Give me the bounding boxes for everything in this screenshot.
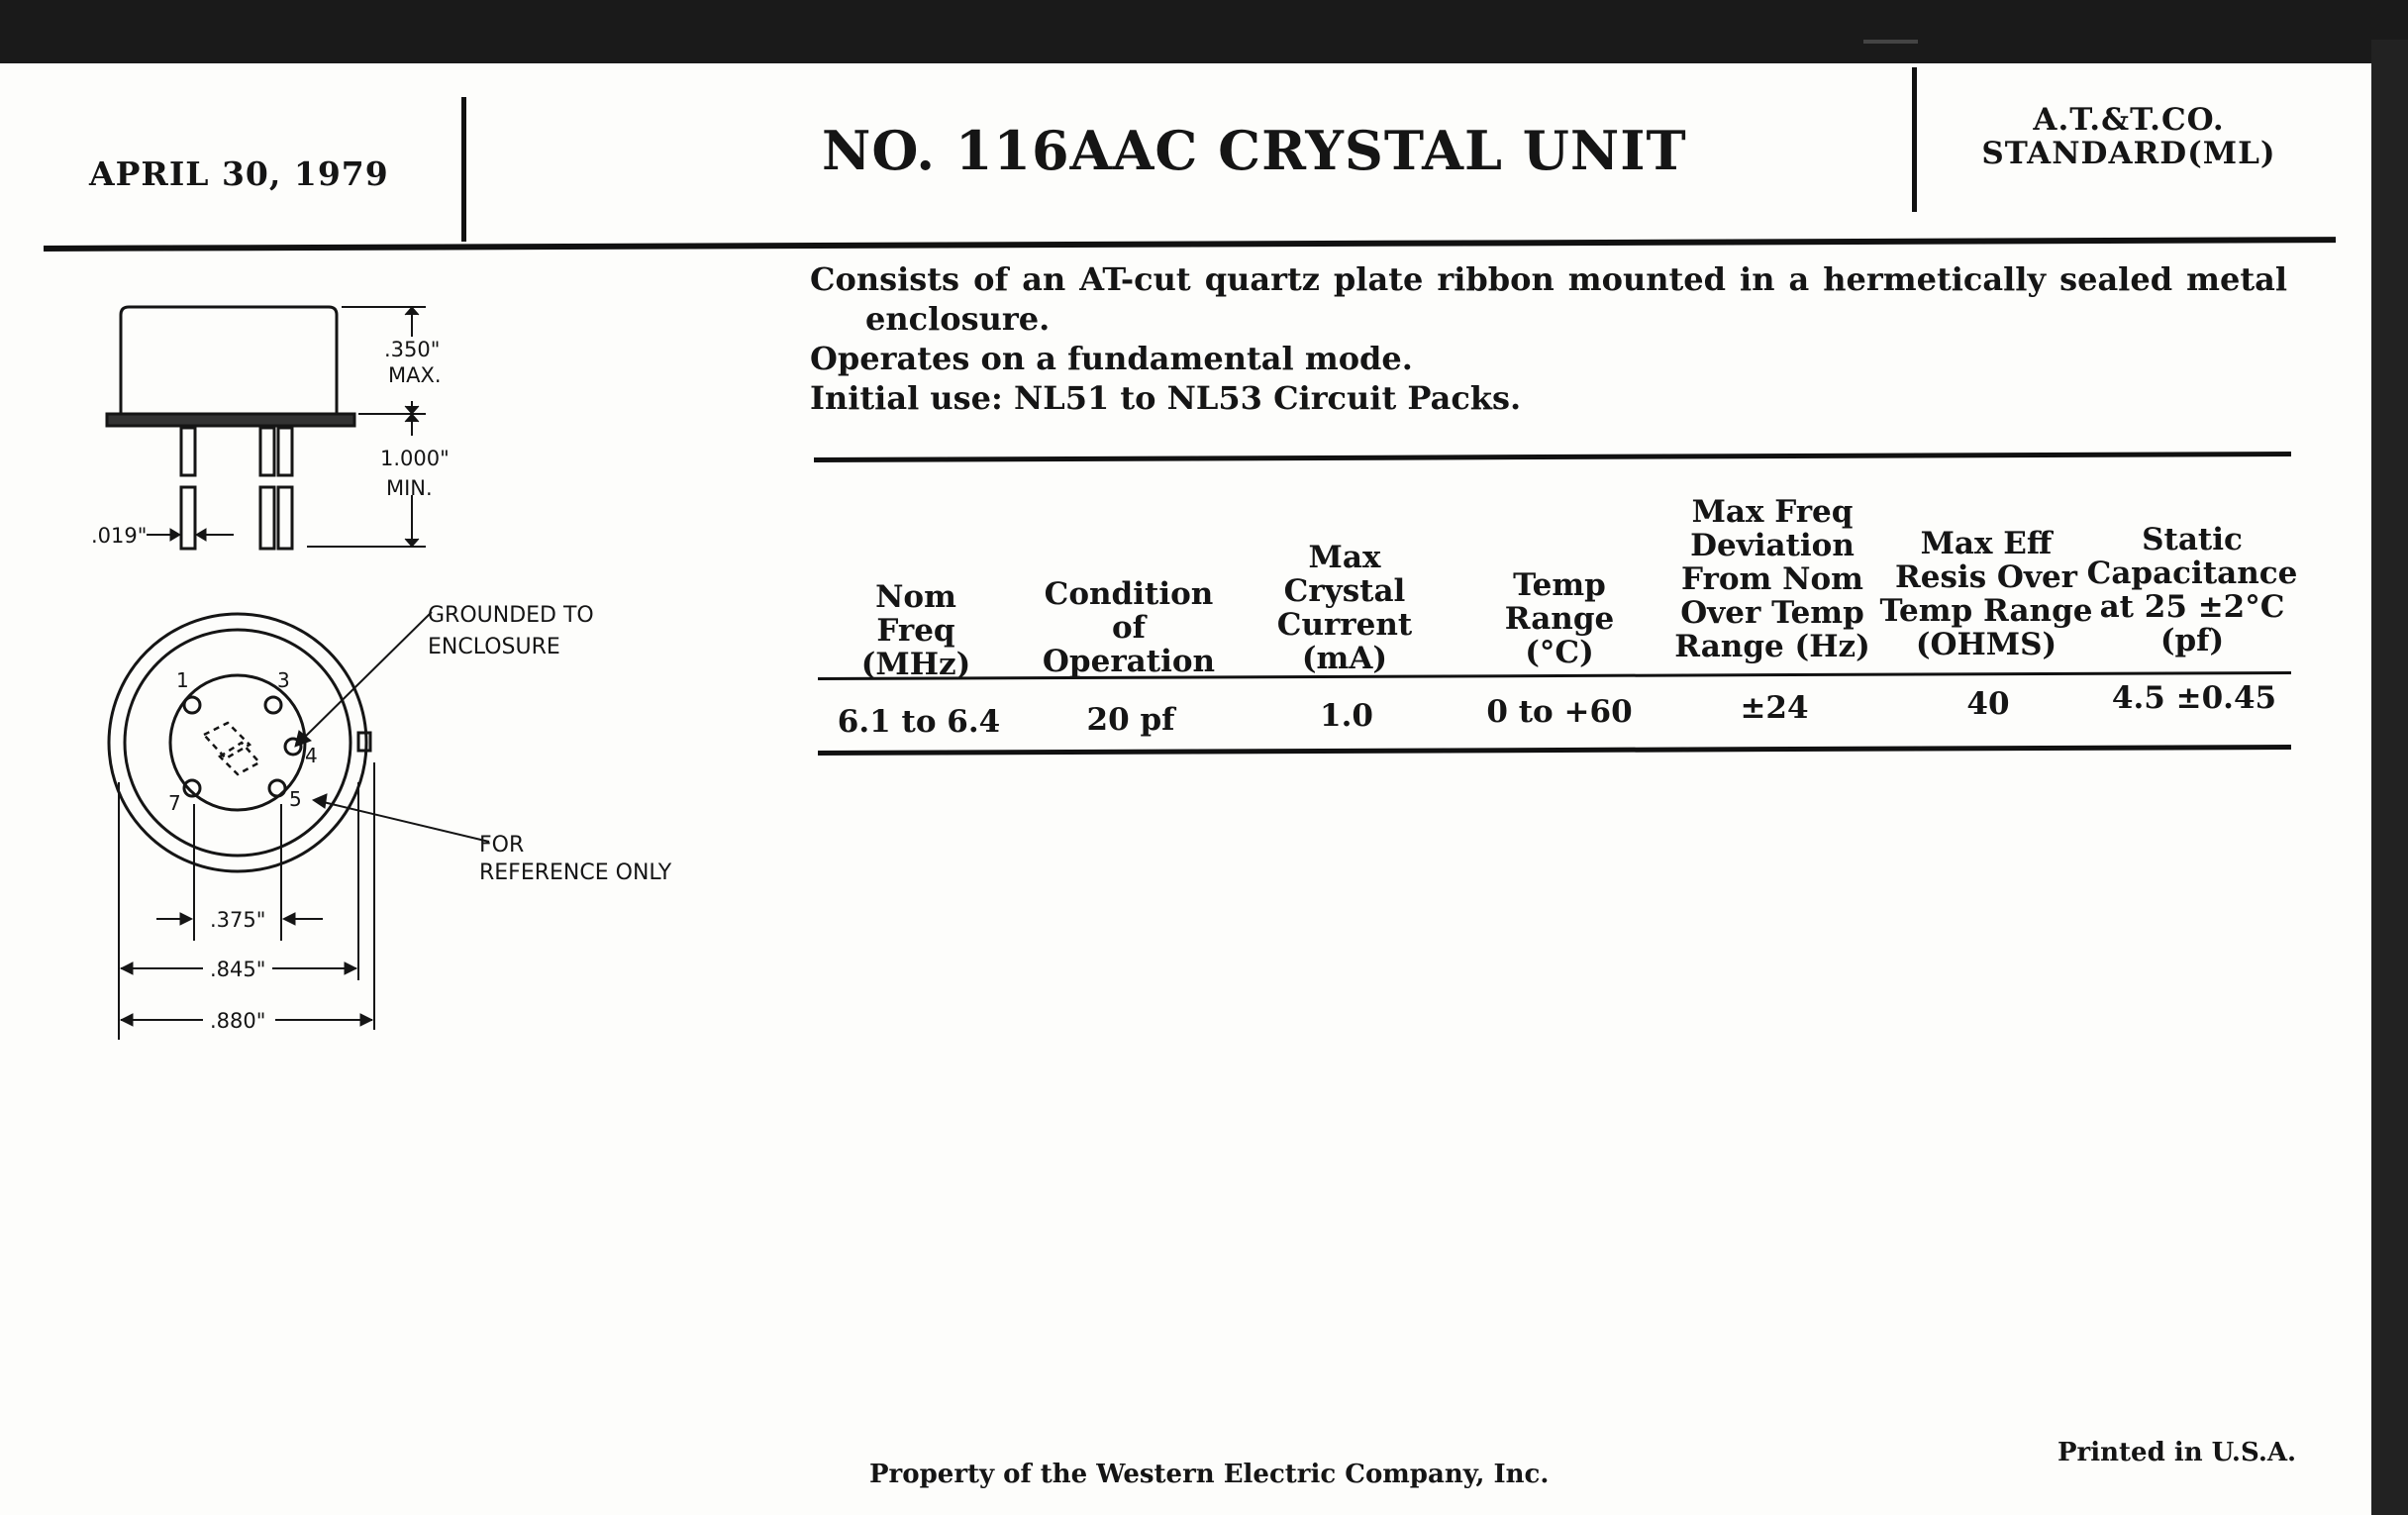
- standard-line-2: STANDARD(ML): [1981, 136, 2276, 171]
- pin-3-hole: [265, 697, 281, 713]
- column-header-static-capacitance: Static Capacitance at 25 ±2°C (pf): [2086, 522, 2298, 658]
- note-grounded-line-2: ENCLOSURE: [428, 635, 560, 659]
- description-line-1-cont: enclosure.: [865, 300, 1051, 338]
- pin-label-1: 1: [176, 668, 189, 692]
- note-reference-line-1: FOR: [479, 833, 525, 858]
- pin-label-7: 7: [168, 791, 181, 815]
- column-header-nom-freq: Nom Freq (MHz): [860, 579, 971, 682]
- cell-static-capacitance: 4.5 ±0.45: [2111, 680, 2277, 716]
- can-outer-circle: [109, 614, 366, 871]
- standard-line-1: A.T.&T.CO.: [2033, 102, 2225, 138]
- column-header-eff-resistance: Max Eff Resis Over Temp Range (OHMS): [1879, 526, 2093, 662]
- cell-condition: 20 pf: [1086, 702, 1175, 738]
- can-body-side-view: [121, 307, 337, 414]
- description-line-1: Consists of an AT-cut quartz plate ribbon mounted in a hermetically sealed metal: [810, 260, 2287, 298]
- dim-lead-diameter: .019": [91, 524, 148, 548]
- index-tab: [358, 733, 370, 751]
- cell-max-current: 1.0: [1320, 698, 1373, 734]
- issue-date: APRIL 30, 1979: [89, 154, 389, 193]
- note-grounded-line-1: GROUNDED TO: [428, 603, 594, 628]
- dim-lead-note: MIN.: [386, 476, 433, 500]
- pin-label-4: 4: [305, 744, 318, 767]
- dim-height: .350": [384, 338, 441, 361]
- document-title: NO. 116AAC CRYSTAL UNIT: [822, 119, 1687, 182]
- lead-left-upper: [181, 428, 195, 475]
- pin-label-5: 5: [289, 787, 302, 811]
- cell-temp-range: 0 to +60: [1486, 694, 1633, 730]
- pin-1-hole: [184, 697, 200, 713]
- pin-label-3: 3: [277, 668, 290, 692]
- lead-right-lower-b: [278, 487, 292, 549]
- column-header-temp-range: Temp Range (°C): [1504, 567, 1615, 670]
- note-reference-line-2: REFERENCE ONLY: [479, 860, 672, 885]
- can-inner-circle: [125, 630, 351, 856]
- column-header-condition: Condition of Operation: [1042, 576, 1216, 679]
- cell-nom-freq: 6.1 to 6.4: [837, 704, 1001, 740]
- dim-inner-diameter: .845": [210, 958, 266, 981]
- lead-right-upper-a: [260, 428, 274, 475]
- pin-5-hole: [269, 780, 285, 796]
- description-line-3: Initial use: NL51 to NL53 Circuit Packs.: [810, 379, 1522, 417]
- lead-left-lower: [181, 487, 195, 549]
- cell-freq-deviation: ±24: [1740, 690, 1809, 726]
- cell-eff-resistance: 40: [1966, 686, 2010, 722]
- dim-lead-length: 1.000": [380, 447, 450, 470]
- column-header-max-current: Max Crystal Current (mA): [1276, 540, 1413, 676]
- footer-printed: Printed in U.S.A.: [2057, 1438, 2297, 1467]
- dim-outer-diameter: .880": [210, 1009, 266, 1033]
- dim-pin-spacing: .375": [210, 908, 266, 932]
- lead-right-lower-a: [260, 487, 274, 549]
- crystal-outline: [204, 723, 259, 774]
- dim-height-note: MAX.: [388, 363, 442, 387]
- can-flange: [107, 414, 354, 426]
- description-line-2: Operates on a fundamental mode.: [810, 340, 1413, 377]
- lead-right-upper-b: [278, 428, 292, 475]
- column-header-freq-deviation: Max Freq Deviation From Nom Over Temp Range (Hz): [1674, 494, 1870, 664]
- footer-property: Property of the Western Electric Company, Inc.: [869, 1460, 1550, 1489]
